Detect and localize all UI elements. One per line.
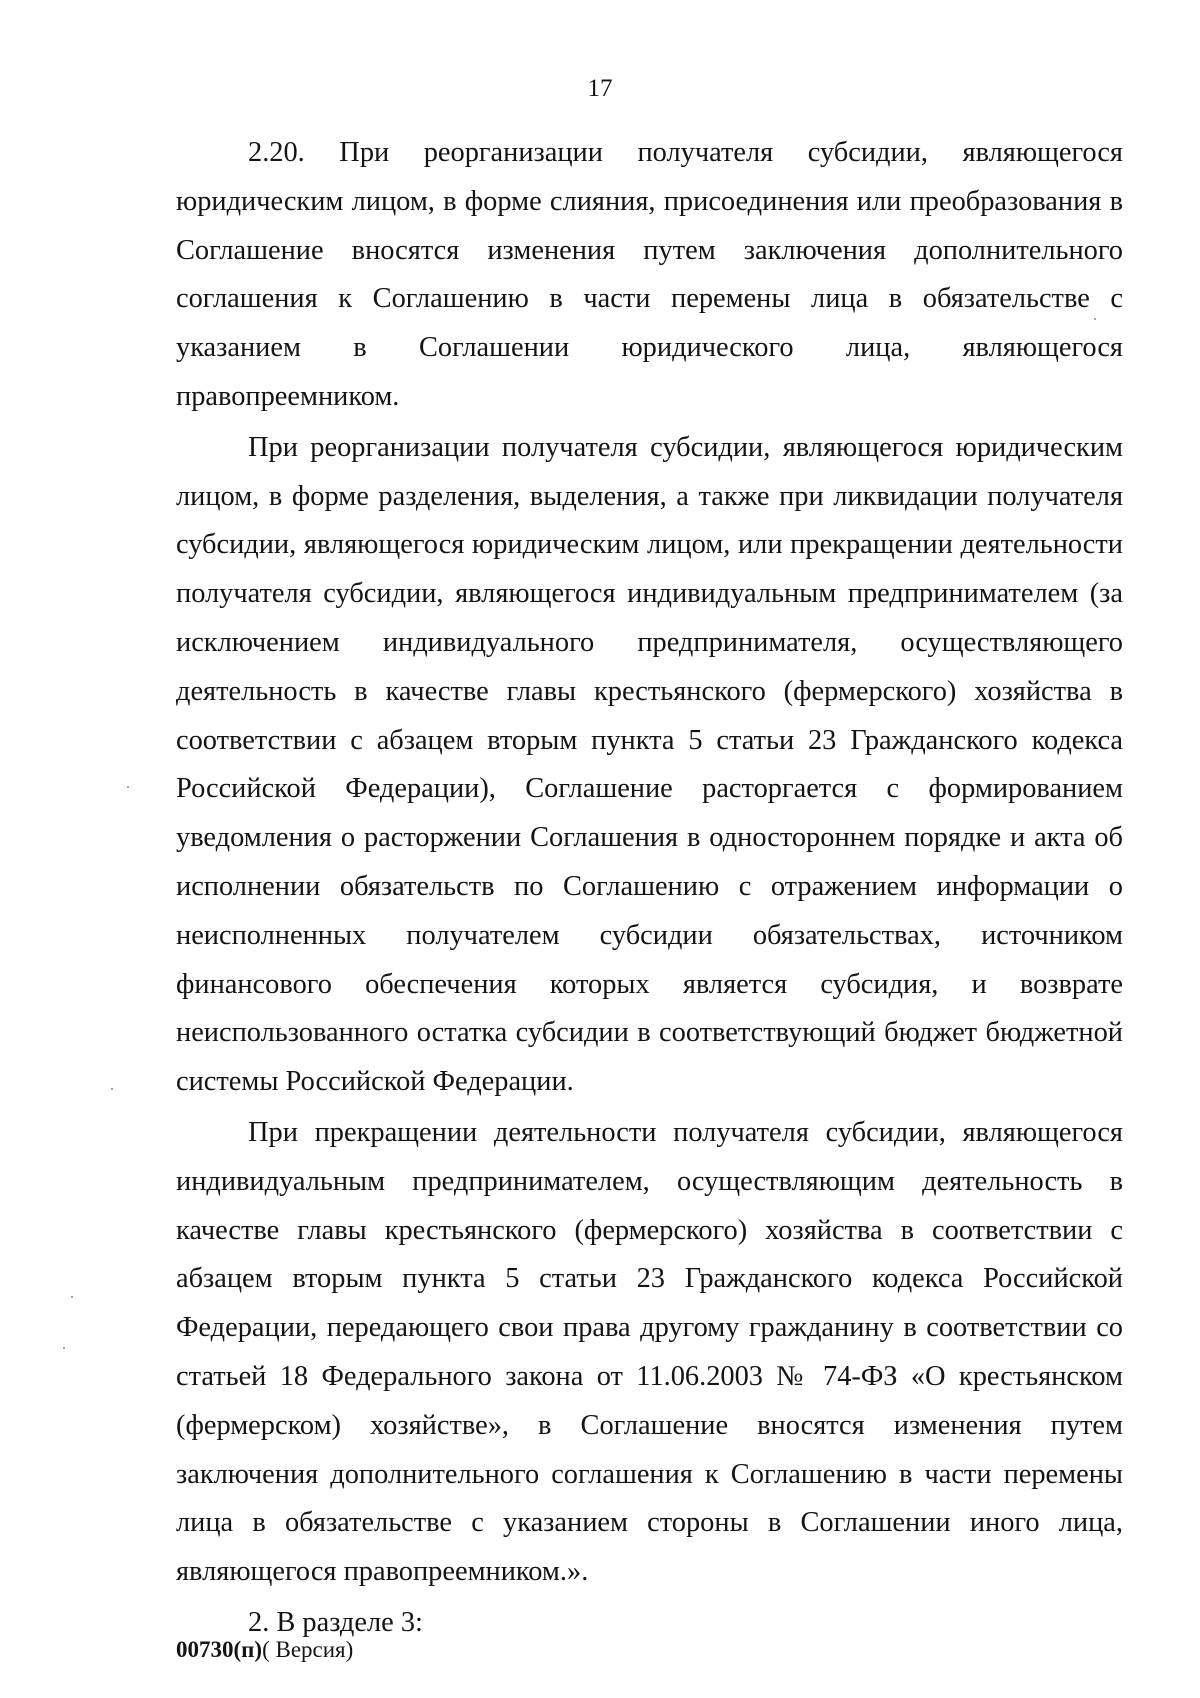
scan-speck: [111, 1088, 113, 1090]
footer-version: ( Версия): [262, 1637, 354, 1662]
paragraph-section-3: 2. В разделе 3:: [248, 1606, 423, 1638]
paragraph-reorganization-division: При реорганизации получателя субсидии, являющегося юридическим лицом, в форме разделения, выделения, а также при ликвидации получателя субсидии, являющегося юридическим лицом, или прекращении деятельности получателя субсидии, являющегося индивидуальным предпринимателем (за исключением индивидуального предпринимателя, осуществляющего деятельность в качестве главы крестьянского (фермерского) хозяйства в соответствии с абзацем вторым пункта 5 статьи 23 Гражданского кодекса Российской Федерации), Соглашение расторгается с формированием уведомления о расторжении Соглашения в одностороннем порядке и акта об исполнении обязательств по Соглашению с отражением информации о неисполненных получателем субсидии обязательствах, источником финансового обеспечения которых является субсидия, и возврате неиспользованного остатка субсидии в соответствующий бюджет бюджетной системы Российской Федерации.: [176, 431, 1123, 1098]
paragraph-farm-head-termination: При прекращении деятельности получателя субсидии, являющегося индивидуальным предпринимателем, осуществляющим деятельность в качестве главы крестьянского (фермерского) хозяйства в соответствии с абзацем вторым пункта 5 статьи 23 Гражданского кодекса Российской Федерации, передающего свои права другому гражданину в соответствии со статьей 18 Федерального закона от 11.06.2003 № 74-ФЗ «О крестьянском (фермерском) хозяйстве», в Соглашение вносятся изменения путем заключения дополнительного соглашения к Соглашению в части перемены лица в обязательстве с указанием стороны в Соглашении иного лица, являющегося правопреемником.».: [176, 1116, 1123, 1588]
scan-speck: [63, 1347, 65, 1349]
scan-speck: [127, 786, 129, 788]
scan-speck: [71, 1296, 73, 1298]
document-footer: [176, 1636, 353, 1664]
document-body: [176, 129, 1123, 1648]
page-number: 17: [587, 75, 613, 102]
scan-speck: [1094, 318, 1096, 320]
footer-document-code: 00730(п): [176, 1637, 263, 1662]
paragraph-2-20: 2.20. При реорганизации получателя субсидии, являющегося юридическим лицом, в форме слияния, присоединения или преобразования в Соглашение вносятся изменения путем заключения дополнительного соглашения к Соглашению в части перемены лица в обязательстве с указанием в Соглашении юридического лица, являющегося правопреемником.: [176, 137, 1123, 412]
